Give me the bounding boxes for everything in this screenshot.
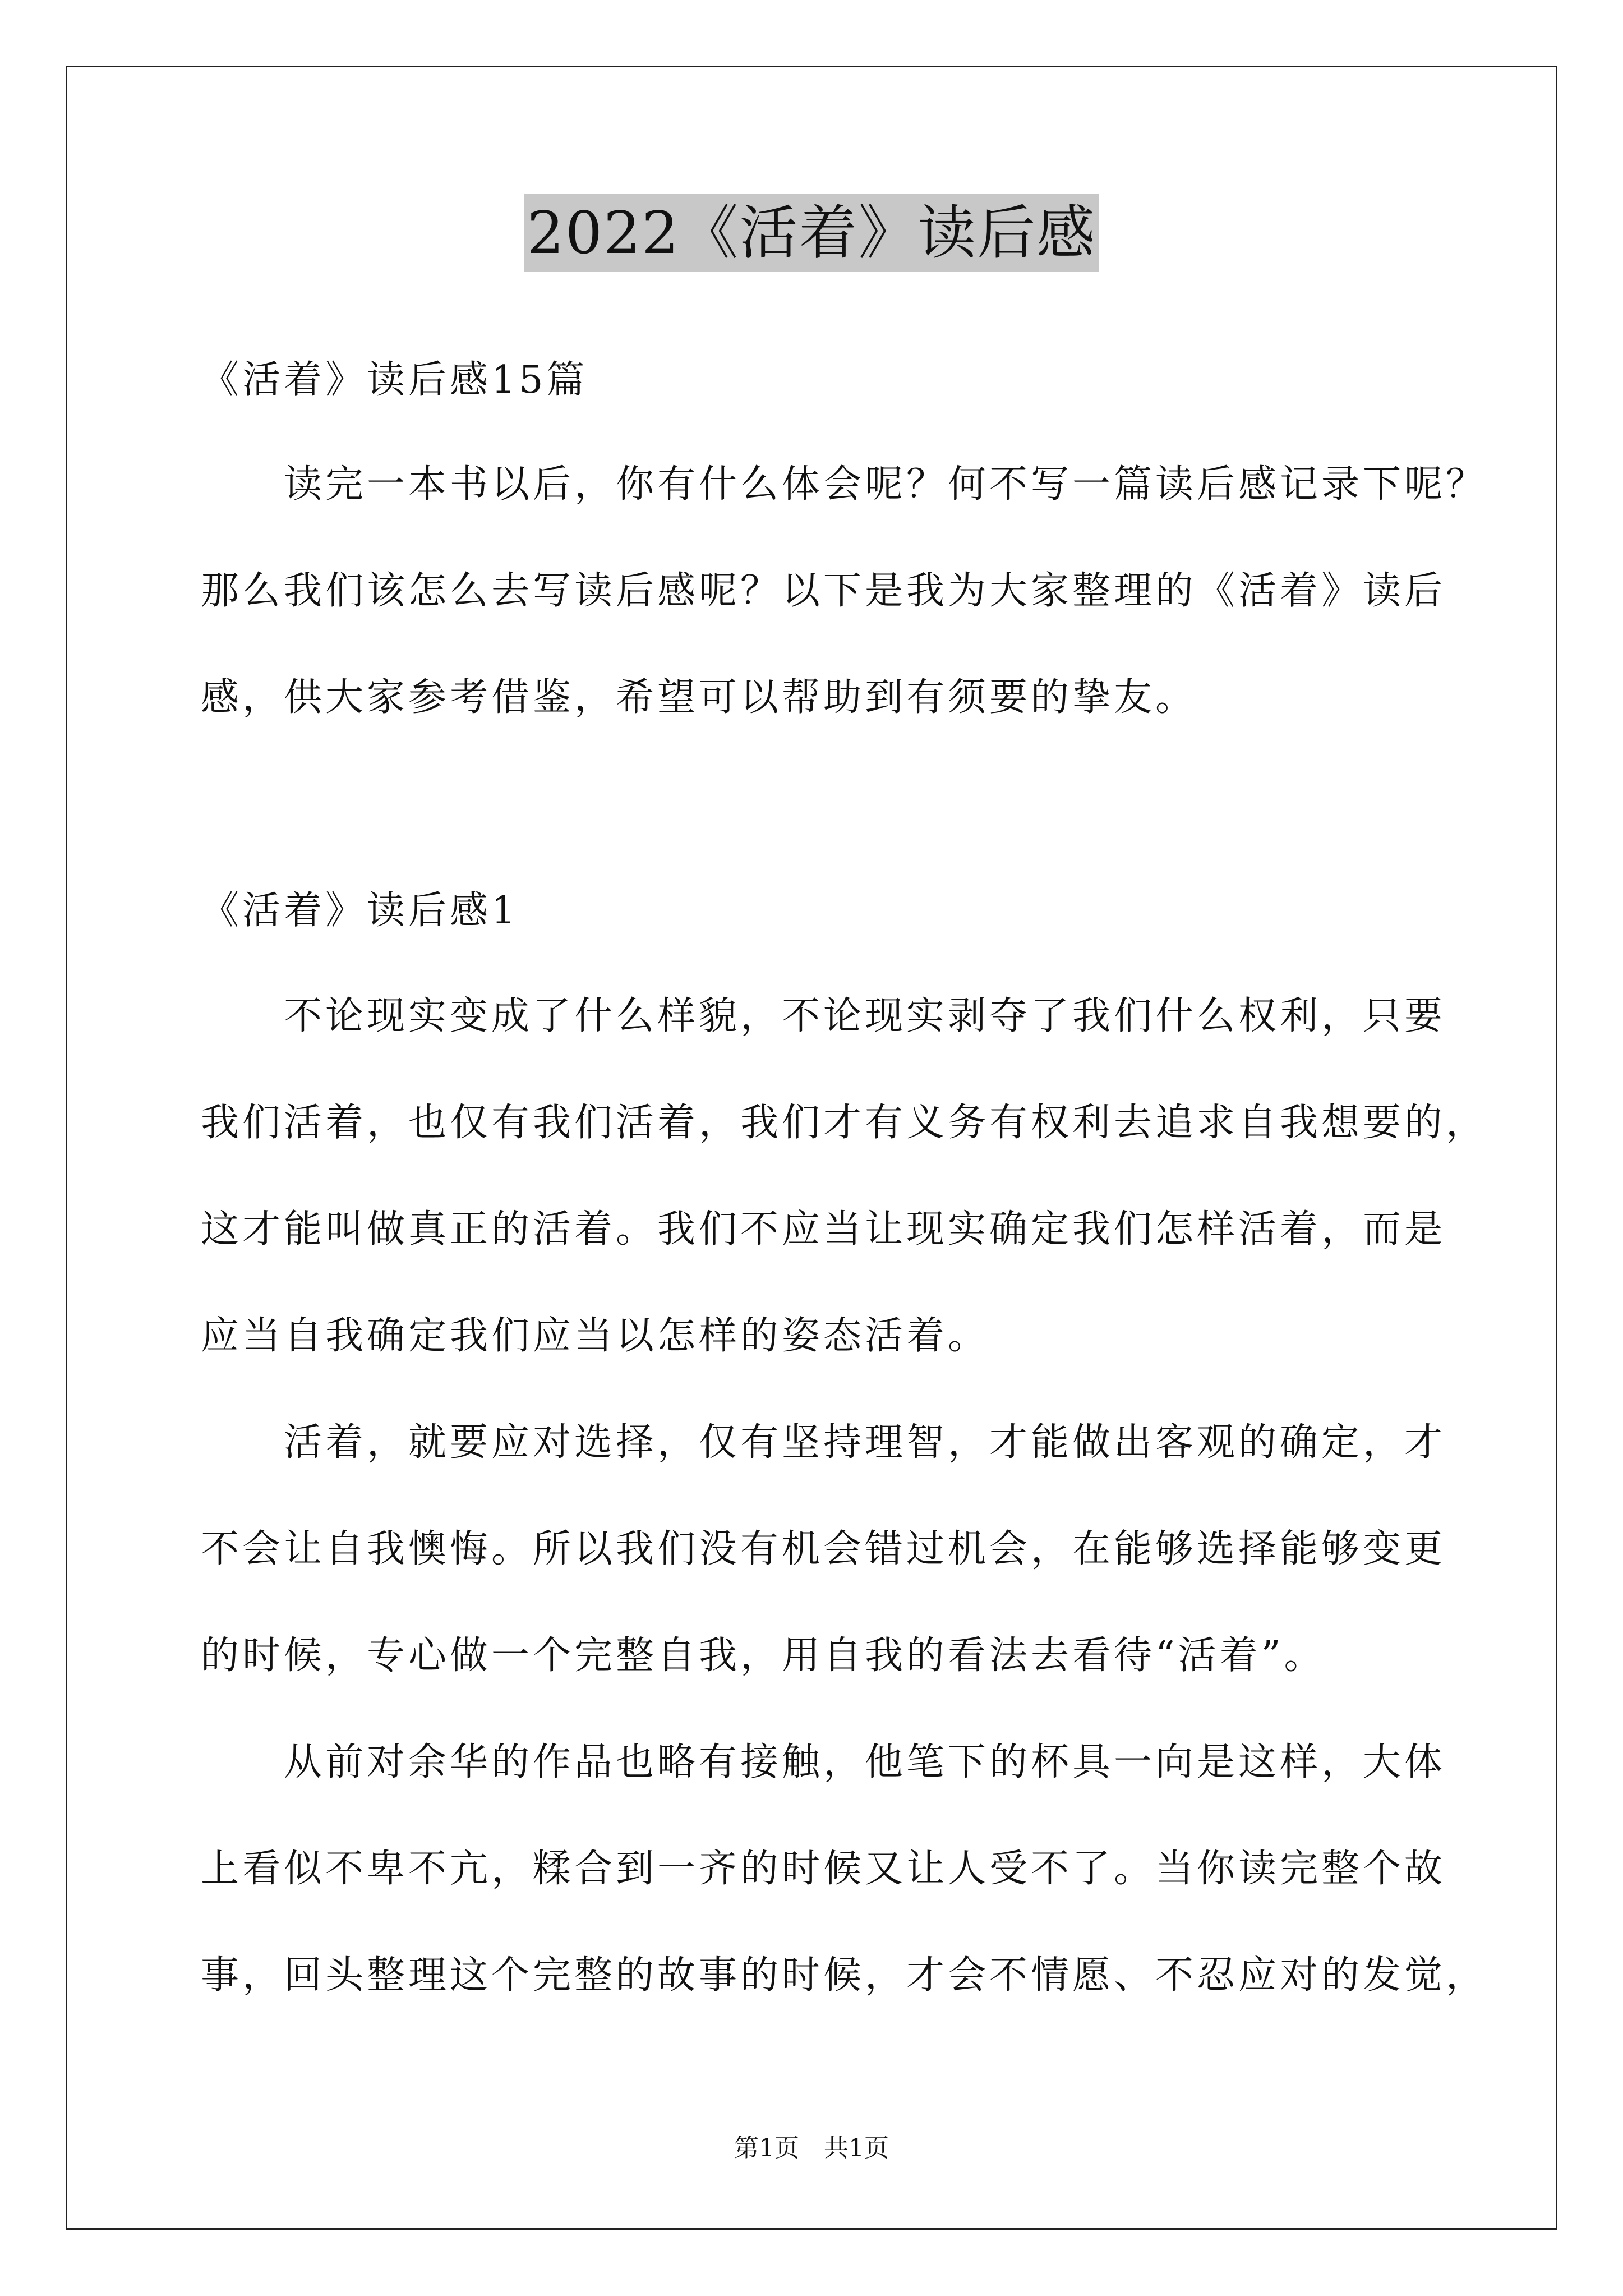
paragraph2-line-2: 不会让自我懊悔。所以我们没有机会错过机会，在能够选择能够变更 [201,1527,1446,1571]
title-container [0,194,1623,272]
paragraph1-line-1: 不论现实变成了什么样貌，不论现实剥夺了我们什么权利，只要 [201,994,1446,1038]
intro-line-1: 读完一本书以后，你有什么体会呢？何不写一篇读后感记录下呢？ [201,462,1488,507]
paragraph2-line-3: 的时候，专心做一个完整自我，用自我的看法去看待“活着”。 [201,1634,1326,1678]
section-heading: 《活着》读后感1 [201,889,519,933]
document-title: 2022《活着》读后感 [524,194,1100,272]
paragraph3-line-1: 从前对余华的作品也略有接触，他笔下的杯具一向是这样，大体 [201,1740,1446,1784]
paragraph1-line-2: 我们活着，也仅有我们活着，我们才有义务有权利去追求自我想要的， [201,1101,1488,1145]
paragraph2-line-1: 活着，就要应对选择，仅有坚持理智，才能做出客观的确定，才 [201,1420,1446,1465]
paragraph1-line-4: 应当自我确定我们应当以怎样的姿态活着。 [201,1314,990,1358]
intro-line-2: 那么我们该怎么去写读后感呢？以下是我为大家整理的《活着》读后 [201,569,1446,613]
paragraph3-line-2: 上看似不卑不亢，糅合到一齐的时候又让人受不了。当你读完整个故 [201,1847,1446,1891]
document-subtitle: 《活着》读后感15篇 [201,358,588,402]
paragraph3-line-3: 事，回头整理这个完整的故事的时候，才会不情愿、不忍应对的发觉， [201,1953,1488,1998]
page-footer: 第1页 共1页 [734,2134,889,2162]
paragraph1-line-3: 这才能叫做真正的活着。我们不应当让现实确定我们怎样活着，而是 [201,1207,1446,1251]
intro-line-3: 感，供大家参考借鉴，希望可以帮助到有须要的挚友。 [201,675,1197,720]
